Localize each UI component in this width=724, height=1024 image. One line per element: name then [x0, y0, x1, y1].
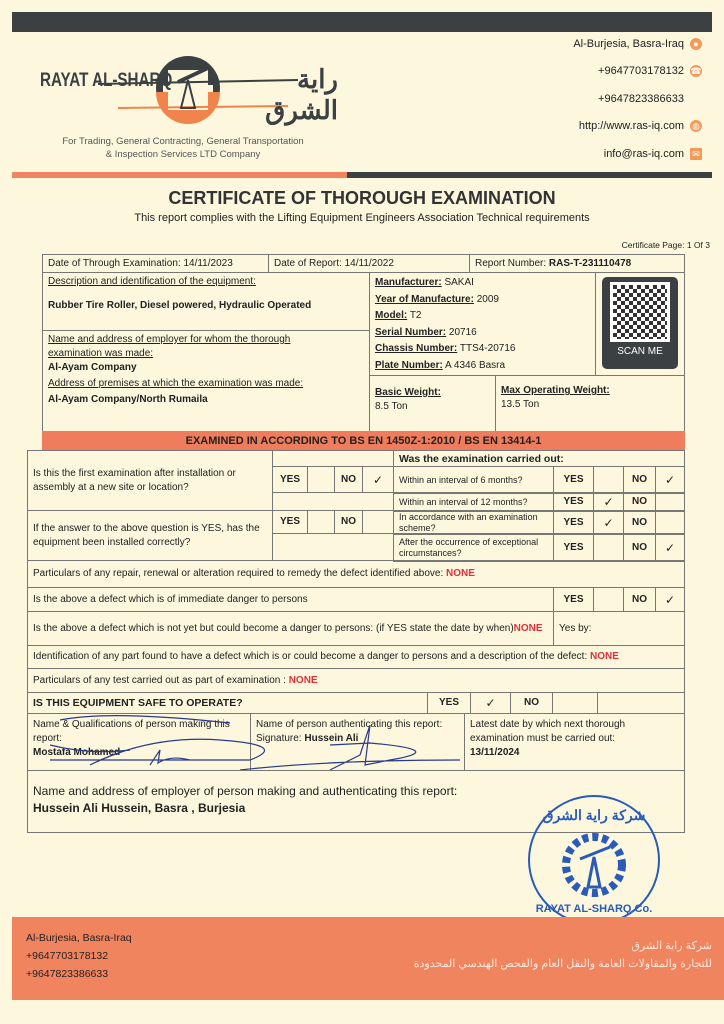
- blank-header: [272, 450, 394, 467]
- interval-question-i2: Within an interval of 12 months?: [393, 492, 554, 512]
- interval-yes-i1[interactable]: YES: [553, 466, 594, 494]
- contact-phone2: [598, 93, 684, 105]
- q1-no[interactable]: NO: [334, 466, 363, 493]
- stamp-english-text: RAYAT AL-SHARQ Co.: [535, 903, 653, 915]
- footer-arabic-name: شركة راية الشرق: [631, 940, 712, 952]
- envelope-icon: ✉: [690, 148, 702, 160]
- certificate-subtitle: This report complies with the Lifting Equipment Engineers Association Technical requirements: [134, 212, 590, 224]
- interval-yes-box-i3[interactable]: ✓: [593, 510, 624, 535]
- interval-no-i1[interactable]: NO: [623, 466, 656, 494]
- safe-blank: [597, 692, 685, 714]
- interval-no-box-i1[interactable]: ✓: [655, 466, 685, 494]
- interval-no-i2[interactable]: NO: [623, 492, 656, 512]
- company-stamp: [528, 795, 660, 925]
- footer-address: Al-Burjesia, Basra-Iraq: [26, 932, 132, 944]
- phone2-text: +9647823386633: [598, 93, 684, 105]
- carried-out-header: Was the examination carried out:: [393, 450, 685, 467]
- company-name-en: RAYAT AL-SHARQ: [40, 70, 173, 91]
- safe-no[interactable]: NO: [510, 692, 553, 714]
- address-text: Al-Burjesia, Basra-Iraq: [573, 38, 684, 50]
- basic-weight-cell: Basic Weight: 8.5 Ton: [369, 375, 496, 433]
- report-date-cell: Date of Report: 14/11/2022: [268, 254, 470, 273]
- repair-row: Particulars of any repair, renewal or alteration required to remedy the defect identified above: NONE: [27, 560, 685, 588]
- certificate-title: CERTIFICATE OF THOROUGH EXAMINATION: [168, 188, 556, 208]
- equipment-description-cell: Description and identification of the equipment: Rubber Tire Roller, Diesel powered, Hydraulic Operated: [42, 272, 370, 331]
- q1-no-check[interactable]: ✓: [362, 466, 394, 493]
- interval-question-i4: After the occurrence of exceptional circumstances?: [393, 533, 554, 562]
- divider-dark: [347, 172, 712, 178]
- qr-pattern-icon: [610, 282, 670, 342]
- footer-band: [12, 917, 724, 1000]
- employer-of-reporter-cell: Name and address of employer of person making and authenticating this report: Hussein Ali Hussein, Basra , Burjesia: [27, 770, 685, 833]
- safe-yes-check[interactable]: ✓: [470, 692, 511, 714]
- yes-by-cell[interactable]: Yes by:: [553, 611, 685, 646]
- tagline-line2: & Inspection Services LTD Company: [105, 149, 261, 160]
- tagline-line1: For Trading, General Contracting, General Transportation: [62, 136, 304, 147]
- potential-danger-row: Is the above a defect which is not yet but could become a danger to persons: (if YES state the date by when)NONE: [27, 611, 554, 646]
- q1-blank: [272, 492, 394, 511]
- interval-no-box-i4[interactable]: ✓: [655, 533, 685, 562]
- divider-orange: [12, 172, 347, 178]
- safe-no-box[interactable]: [552, 692, 598, 714]
- report-number-cell: Report Number: RAS-T-231110478: [469, 254, 685, 273]
- footer-phone1: +9647703178132: [26, 950, 109, 962]
- email-link[interactable]: info@ras-iq.com: [603, 148, 684, 160]
- interval-no-box-i2[interactable]: [655, 492, 685, 512]
- top-bar: [12, 12, 712, 32]
- contact-email[interactable]: [604, 148, 702, 160]
- interval-yes-i3[interactable]: YES: [553, 510, 594, 535]
- qr-cell: [595, 272, 685, 376]
- safe-yes[interactable]: YES: [427, 692, 471, 714]
- tests-row: Particulars of any test carried out as part of examination : NONE: [27, 668, 685, 693]
- interval-yes-box-i4[interactable]: [593, 533, 624, 562]
- exam-date-cell: Date of Through Examination: 14/11/2023: [42, 254, 269, 273]
- footer-arabic-tagline: للتجارة والمقاولات العامة والنقل العام والفحص الهندسي المحدودة: [413, 958, 712, 970]
- phone-icon: ☎: [690, 66, 702, 77]
- interval-question-i3: In accordance with an examination scheme?: [393, 510, 554, 535]
- contact-website[interactable]: [579, 120, 702, 132]
- qr-code[interactable]: [602, 277, 678, 369]
- q2-blank: [272, 533, 394, 561]
- equipment-specs-cell: Manufacturer: SAKAI Year of Manufacture: 2009 Model: T2 Serial Number: 20716 Chassis Number: TTS4-20716 Plate Number: A 4346 Basra: [369, 272, 596, 376]
- stamp-arabic-text: شركة راية الشرق: [542, 807, 646, 823]
- next-exam-cell: Latest date by which next thorough examination must be carried out: 13/11/2024: [464, 713, 685, 771]
- question-installed-correctly: If the answer to the above question is YES, has the equipment been installed correctly?: [27, 510, 273, 561]
- interval-yes-box-i2[interactable]: ✓: [593, 492, 624, 512]
- contact-phone1: [598, 65, 702, 77]
- q1-yes[interactable]: YES: [272, 466, 308, 493]
- q2-no-box[interactable]: [362, 510, 394, 534]
- danger-no[interactable]: NO: [623, 587, 656, 612]
- standard-banner: EXAMINED IN ACCORDING TO BS EN 1450Z-1:2010 / BS EN 13414-1: [42, 431, 685, 450]
- employer-cell: Name and address of employer for whom the thorough examination was made: Al-Ayam Company Address of premises at which the examination was made: Al-Ayam Company/North Rumaila: [42, 330, 370, 433]
- report-maker-cell: Name & Qualifications of person making this report: Mostafa Mohamed: [27, 713, 251, 771]
- phone1-text: +9647703178132: [598, 65, 684, 77]
- signature-scribble: [30, 715, 480, 775]
- max-weight-cell: Max Operating Weight: 13.5 Ton: [495, 375, 685, 433]
- danger-yes[interactable]: YES: [553, 587, 594, 612]
- company-name-ar: راية الشرق: [265, 64, 338, 125]
- interval-yes-i4[interactable]: YES: [553, 533, 594, 562]
- interval-yes-i2[interactable]: YES: [553, 492, 594, 512]
- danger-no-check[interactable]: ✓: [655, 587, 685, 612]
- interval-no-box-i3[interactable]: [655, 510, 685, 535]
- identification-row: Identification of any part found to have a defect which is or could become a danger to persons and a description of the defect: NONE: [27, 645, 685, 669]
- tagline: [38, 135, 328, 161]
- q1-yes-box[interactable]: [307, 466, 335, 493]
- interval-no-i3[interactable]: NO: [623, 510, 656, 535]
- page-number: Certificate Page: 1 Of 3: [621, 240, 710, 250]
- immediate-danger-row: Is the above a defect which is of immediate danger to persons: [27, 587, 554, 612]
- footer-phone2: +9647823386633: [26, 968, 109, 980]
- authenticator-cell: Name of person authenticating this report: Signature: Hussein Ali: [250, 713, 465, 771]
- website-link[interactable]: http://www.ras-iq.com: [578, 120, 684, 132]
- interval-question-i1: Within an interval of 6 months?: [393, 466, 554, 494]
- interval-no-i4[interactable]: NO: [623, 533, 656, 562]
- safe-to-operate-question: IS THIS EQUIPMENT SAFE TO OPERATE?: [27, 692, 428, 714]
- globe-icon: ◍: [690, 120, 702, 132]
- danger-yes-box[interactable]: [593, 587, 624, 612]
- q2-yes[interactable]: YES: [272, 510, 308, 534]
- scan-me-label: SCAN ME: [617, 346, 663, 357]
- q2-yes-box[interactable]: [307, 510, 335, 534]
- contact-address: [573, 38, 702, 50]
- company-logo: [38, 40, 338, 165]
- location-pin-icon: ●: [690, 38, 702, 50]
- q2-no[interactable]: NO: [334, 510, 363, 534]
- interval-yes-box-i1[interactable]: [593, 466, 624, 494]
- question-first-exam: Is this the first examination after installation or assembly at a new site or location?: [27, 450, 273, 511]
